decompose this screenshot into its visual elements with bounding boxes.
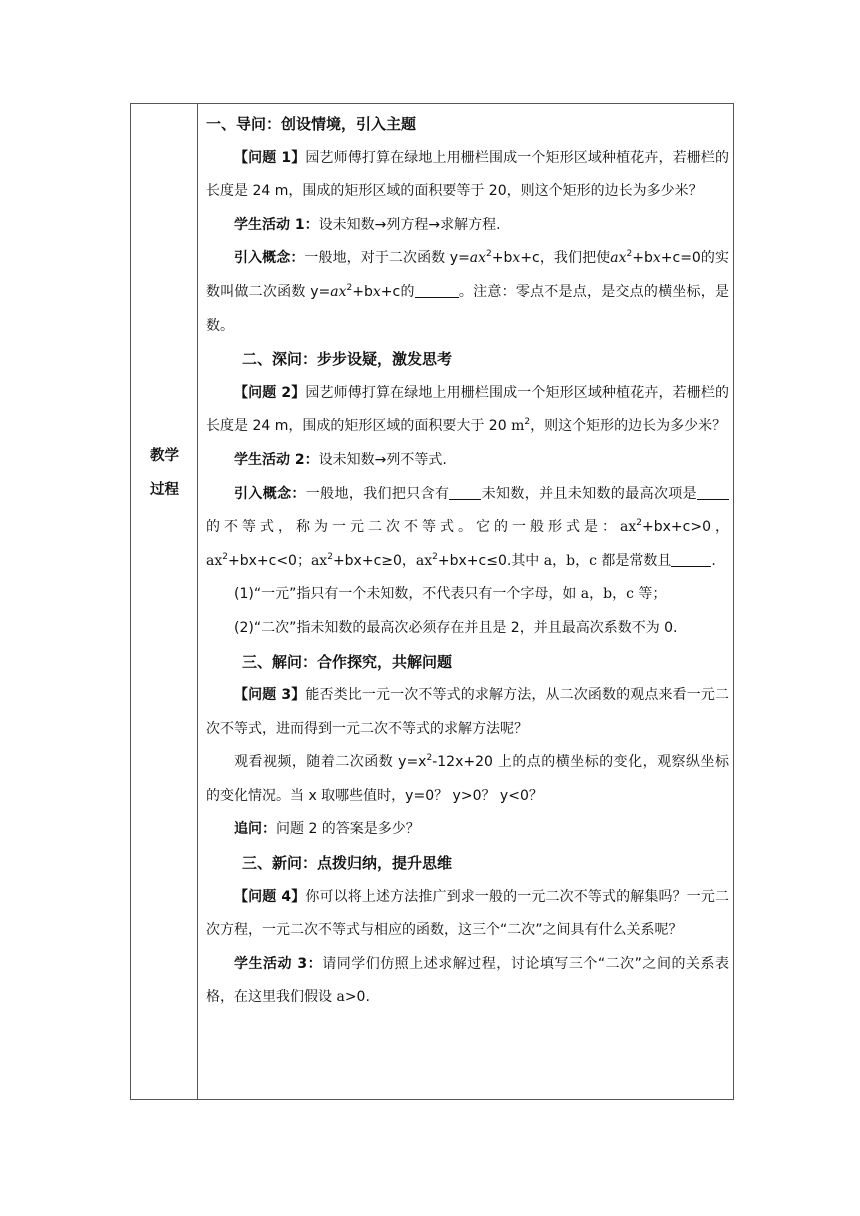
form-3-ax: ax [310,552,328,569]
video-square: 2 [426,753,433,764]
follow-up [206,813,729,847]
concept-2-text-d: 其中 [511,552,544,569]
formula-ax-2: ax [610,250,627,267]
formula-square-3: 2 [346,282,353,293]
section-2-heading: 二、深问：步步设疑，激发思考 [242,350,453,369]
note-2: (2)“二次”指未知数的最高次必须存在并且是 2，并且最高次系数不为 0. [234,619,678,636]
coef-sep-2: ， [575,552,590,569]
concept-1-text-b: ，我们把使 [539,250,611,267]
form-3-square: 2 [327,551,333,562]
concept-1 [206,242,729,343]
activity-3-end: >0. [344,989,370,1006]
side-column [131,104,198,1099]
question-4-tag: 【问题 4】 [234,888,306,905]
concept-1-tag: 引入概念： [234,250,305,267]
question-2-unit: m [511,418,525,435]
side-label [131,439,198,507]
section-3-heading: 三、解问：合作探究，共解问题 [242,652,453,671]
form-1-rest: +bx+c>0， [642,519,730,536]
question-2-text: 园艺师傅打算在绿地上用栅栏围成一个矩形区域种植花卉，若栅栏的长度是 24 m，围成的矩形区域的面积要大于 20 [206,384,729,435]
note-1-text-b: 等； [633,586,667,603]
form-4-rest: +bx+c≤0. [437,552,512,569]
note-1-sep-1: ， [589,586,604,603]
formula-c-3: +c [380,283,401,300]
lesson-table [130,103,734,1100]
formula-square-2: 2 [626,249,633,260]
formula-b-2: +b [632,250,653,267]
formula-b: +b [491,250,513,267]
video-text-b: -12x+20 上的点的横坐标的变化，观察纵坐标的变化情况。当 x 取哪些值时，y=0？ y>0？ y<0？ [206,754,729,804]
activity-3-a: a [336,989,345,1006]
question-4-text: 你可以将上述方法推广到求一般的一元二次不等式的解集吗？一元二次方程，一元二次不等式与相应的函数，这三个“二次”之间具有什么关系呢？ [206,888,729,939]
concept-1-text-a: 一般地，对于二次函数 y= [304,250,470,267]
concept-2-text-c: 的不等式，称为一元二次不等式。它的一般形式是： [206,519,621,536]
formula-x-3: x [372,283,381,300]
concept-2-text-b: 未知数，并且未知数的最高次项是 [481,485,698,502]
activity-1-text: 设未知数→列方程→求解方程. [318,216,501,233]
activity-2-tag: 学生活动 2： [234,451,319,468]
coef-b: b [566,552,576,569]
concept-1-text-e: 的 [400,283,415,300]
formula-c: +c [520,250,540,267]
content-column [206,108,729,1015]
question-2-unit-square: 2 [524,417,531,428]
question-2 [206,377,729,444]
side-label-line-1: 教学 [150,448,179,464]
concept-2-end: . [711,552,716,569]
section-4-heading: 三、新问：点拨归纳，提升思维 [242,854,453,873]
activity-2-text: 设未知数→列不等式. [318,451,447,468]
concept-2 [206,478,729,579]
concept-1-text-d: 的实数叫做二次函数 y= [206,250,730,300]
coef-a: a [543,552,553,569]
note-1-b: b [603,586,613,603]
form-2-square: 2 [222,551,228,562]
activity-3-text: 请同学们仿照上述求解过程，讨论填写三个“二次”之间的关系表格，在这里我们假设 [206,955,729,1006]
question-1-tag: 【问题 1】 [234,149,306,166]
question-3-text: 能否类比一元一次不等式的求解方法，从二次函数的观点来看一元二次不等式，进而得到一元二次不等式的求解方法呢？ [206,687,729,737]
note-1-text-a: (1)“一元”指只有一个未知数，不代表只有一个字母，如 [234,586,581,603]
video-instruction [206,746,729,813]
formula-b-3: +b [352,283,373,300]
concept-2-text-e: 都是常数且 [596,552,672,569]
formula-c-2: +c [660,250,681,267]
note-1-a: a [580,586,590,603]
fill-blank-2 [449,485,481,500]
form-1-ax: ax [620,519,637,536]
form-1-square: 2 [636,518,643,529]
fill-blank-4 [671,552,711,567]
activity-3 [206,948,729,1015]
form-4-ax: ax [415,552,433,569]
fill-blank-1 [415,283,459,298]
concept-2-text-a: 一般地，我们把只含有 [305,485,450,502]
follow-up-text: 问题 2 的答案是多少？ [276,821,420,838]
fill-blank-3 [697,485,729,500]
coef-c: c [589,552,597,569]
form-4-square: 2 [432,551,438,562]
formula-x: x [512,250,521,267]
question-2-text-2: ，则这个矩形的边长为多少米？ [530,418,727,435]
side-label-line-2: 过程 [150,482,179,498]
activity-1 [206,209,729,243]
note-1 [206,578,729,612]
coef-sep-1: ， [552,552,567,569]
question-3-tag: 【问题 3】 [234,687,306,704]
question-1 [206,142,729,209]
note-1-sep-2: ， [612,586,627,603]
question-2-tag: 【问题 2】 [234,384,306,401]
concept-1-text-c: =0 [680,250,701,267]
formula-ax: ax [469,250,487,267]
question-3 [206,679,729,746]
form-2-ax: ax [206,552,223,569]
formula-square: 2 [486,249,492,260]
section-1-heading: 一、导问：创设情境，引入主题 [206,115,417,133]
note-1-c: c [626,586,634,603]
activity-3-tag: 学生活动 3： [234,955,323,972]
form-3-rest: +bx+c≥0， [332,552,416,569]
formula-x-2: x [652,250,661,267]
activity-2 [206,444,729,478]
video-text-a: 观看视频，随着二次函数 y=x [234,754,427,771]
activity-1-tag: 学生活动 1： [234,216,319,233]
follow-up-tag: 追问： [234,821,276,838]
question-4 [206,881,729,948]
form-2-rest: +bx+c<0； [227,552,311,569]
concept-2-tag: 引入概念： [234,485,306,502]
formula-ax-3: ax [330,283,347,300]
concept-1-text-f: 。注意：零点不是点，是交点的横坐标，是数。 [206,283,730,334]
question-1-text: 园艺师傅打算在绿地上用栅栏围成一个矩形区域种植花卉，若栅栏的长度是 24 m，围成的矩形区域的面积要等于 20，则这个矩形的边长为多少米？ [206,149,729,200]
